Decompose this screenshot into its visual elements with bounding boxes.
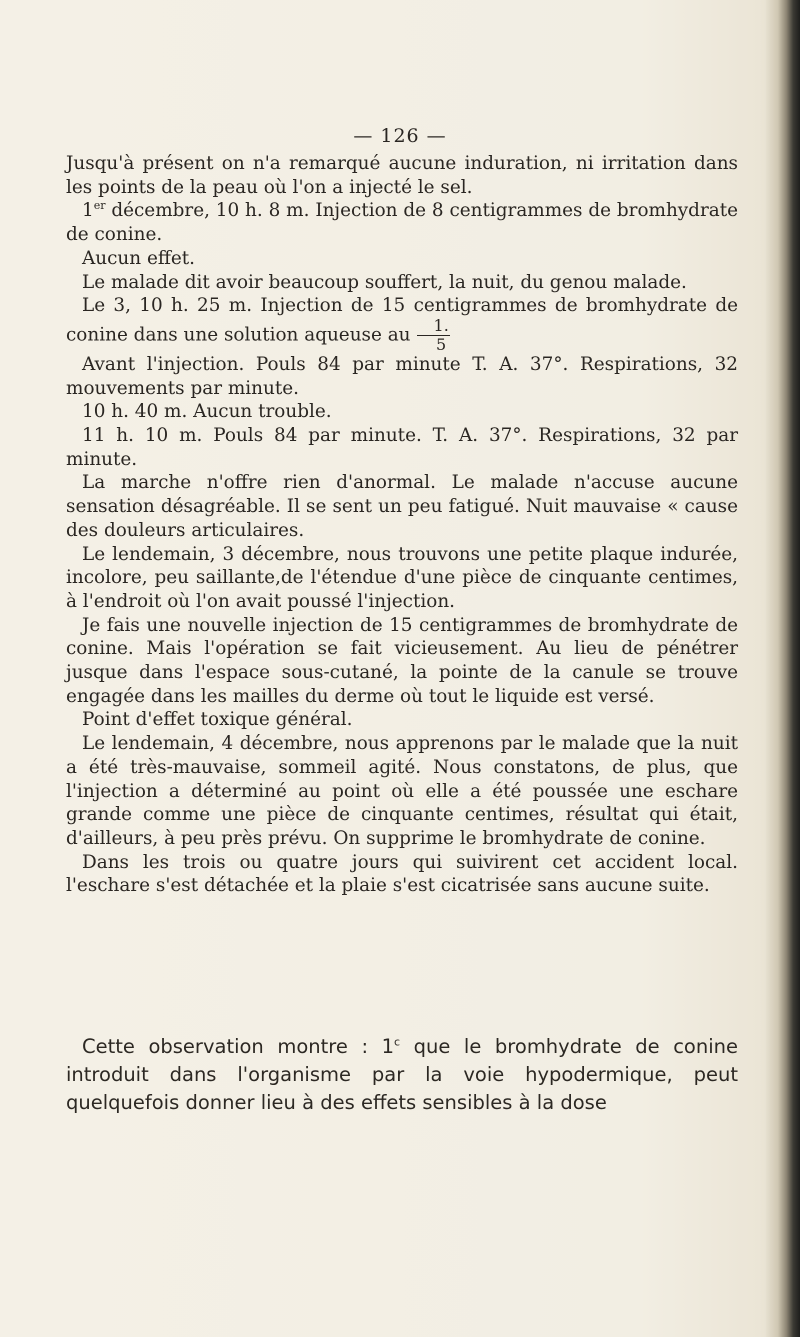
paragraph-dec-4: Le lendemain, 4 décembre, nous apprenons par le malade que la nuit a été très-mauvaise, sommeil agité. Nous constatons, de plus, que l'injection a déterminé au point où elle a été poussée une eschare grande comme une pièce de cinquante centimes, résultat qui était, d'ailleurs, à peu près prévu. On supprime le bromhydrate de conine. <box>66 733 738 849</box>
paragraph-11h10: 11 h. 10 m. Pouls 84 par minute. T. A. 37°. Respirations, 32 par minute. <box>66 425 738 470</box>
conclusion-text-end: que le bromhydrate de conine introduit dans l'organisme par la voie hypodermique, peut quelquefois donner lieu à des effets sensibles à la dose <box>66 1035 738 1114</box>
paragraph-pain: Le malade dit avoir beaucoup souffert, la nuit, du genou malade. <box>82 271 687 293</box>
paragraph-no-effect: Aucun effet. <box>82 247 196 269</box>
paragraph-dec-3-text: Le 3, 10 h. 25 m. Injection de 15 centigrammes de bromhydrate de conine dans une solution aqueuse au <box>66 295 738 346</box>
paragraph-new-injection: Je fais une nouvelle injection de 15 centigrammes de bromhydrate de conine. Mais l'opération se fait vicieusement. Au lieu de pénétrer jusque dans l'espace sous-cutané, la pointe de la canule se trouve engagée dans les mailles du derme où tout le liquide est versé. <box>66 614 738 707</box>
page-binding-edge <box>766 0 800 1337</box>
paragraph-no-toxic-effect: Point d'effet toxique général. <box>82 709 353 731</box>
ordinal-superscript: er <box>93 199 106 213</box>
conclusion <box>66 1033 738 1117</box>
paragraph-dec-1-text: décembre, 10 h. 8 m. Injection de 8 centigrammes de bromhydrate de conine. <box>66 200 738 246</box>
conclusion-text-start: Cette observation montre : 1 <box>82 1035 394 1058</box>
conclusion-paragraph <box>66 1033 738 1117</box>
conclusion-superscript: c <box>394 1035 401 1049</box>
day-number: 1 <box>82 200 94 222</box>
paragraph-dec-1 <box>66 199 738 246</box>
page-number: — 126 — <box>353 125 447 147</box>
paragraph-10h40: 10 h. 40 m. Aucun trouble. <box>82 401 332 423</box>
paragraph-before-injection: Avant l'injection. Pouls 84 par minute T. A. 37°. Respirations, 32 mouvements par minute. <box>66 353 738 399</box>
paragraph-walking: La marche n'offre rien d'anormal. Le malade n'accuse aucune sensation désagréable. Il se sent un peu fatigué. Nuit mauvaise « cause des douleurs articulaires. <box>66 472 738 541</box>
fraction-numerator: 1. <box>417 318 450 336</box>
paragraph-induration: Jusqu'à présent on n'a remarqué aucune induration, ni irritation dans les points de la peau où l'on a injecté le sel. <box>66 153 738 198</box>
paragraph-eschar-healed: Dans les trois ou quatre jours qui suivirent cet accident local. l'eschare s'est détachée et la plaie s'est cicatrisée sans aucune suite. <box>66 851 738 897</box>
fraction-denominator: 5 <box>436 334 447 354</box>
paragraph-next-day-plaque: Le lendemain, 3 décembre, nous trouvons une petite plaque indurée, incolore, peu saillante,de l'étendue d'une pièce de cinquante centimes, à l'endroit où l'on avait poussé l'injection. <box>66 543 738 612</box>
fraction <box>417 315 450 354</box>
paragraph-dec-3 <box>66 294 738 353</box>
observation-body <box>66 152 738 898</box>
